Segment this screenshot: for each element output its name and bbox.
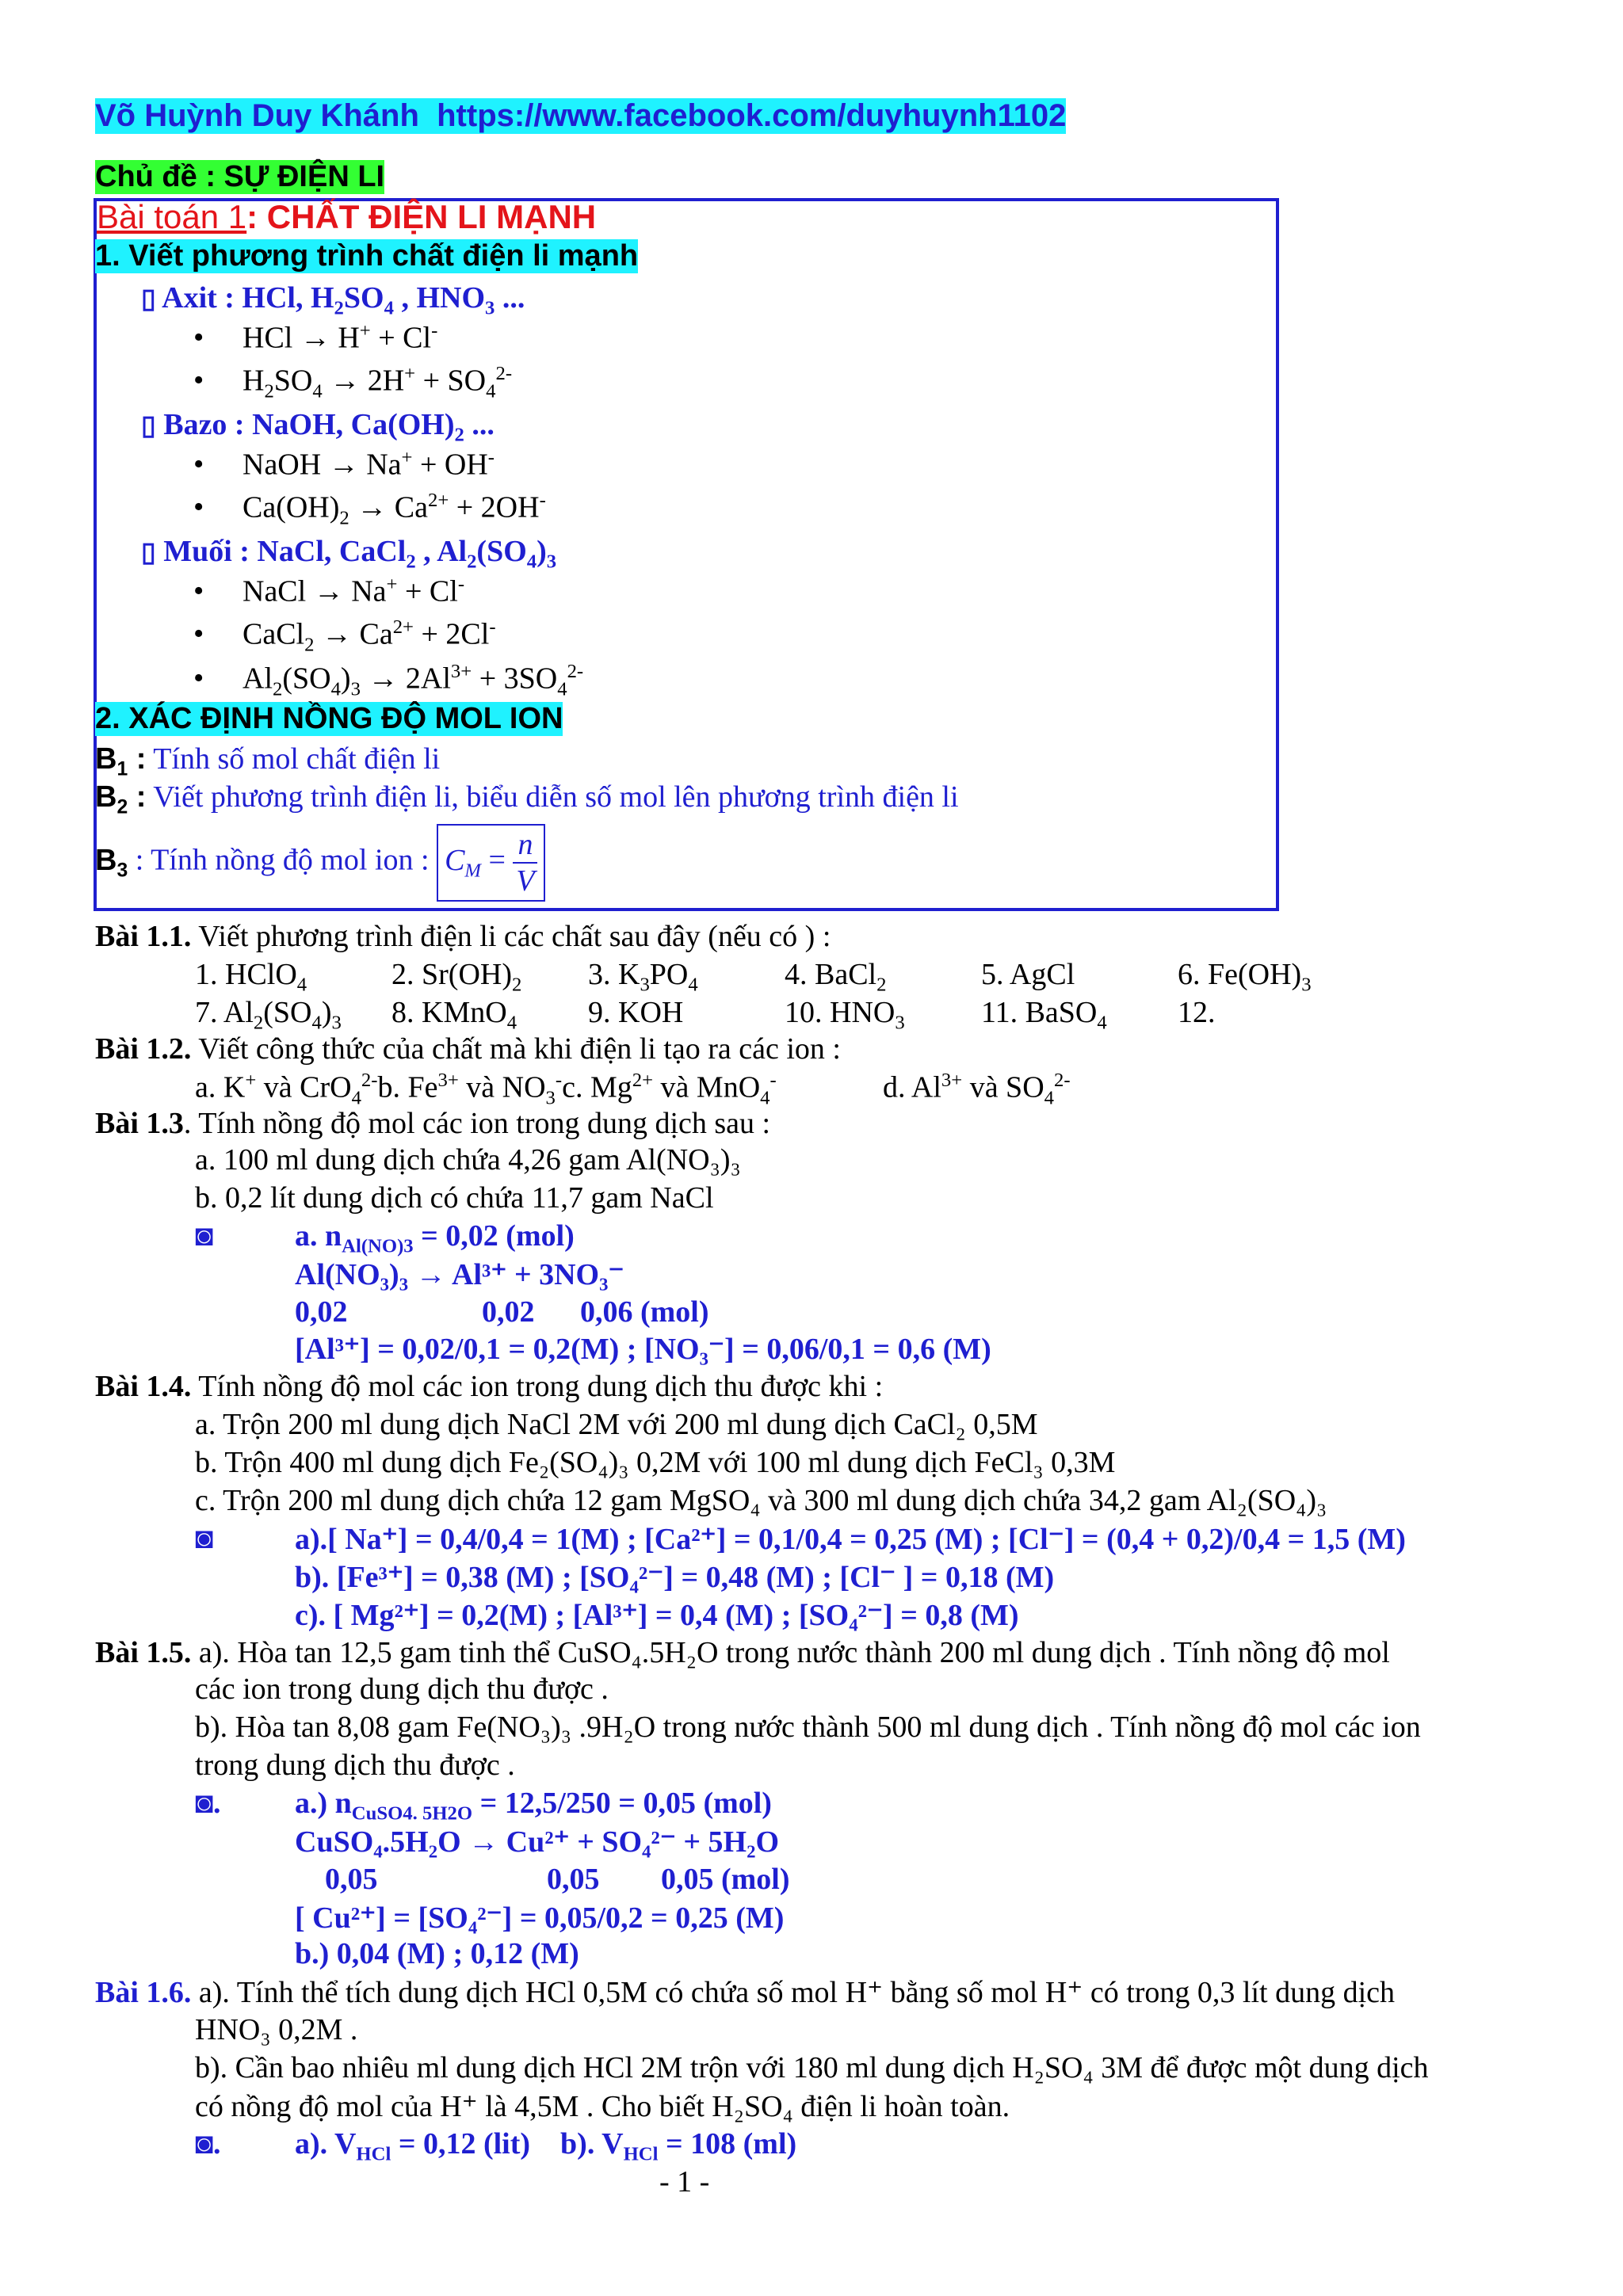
answer-1-3-line3c: 0,06 (mol) (580, 1295, 709, 1329)
answer-1-5-line4: [ Cu²⁺] = [SO₄²⁻] = 0,05/0,2 = 0,25 (M) (295, 1901, 785, 1935)
problem-heading (97, 198, 596, 236)
exercise-1-1-item: 11. BaSO$_4$ (981, 996, 1107, 1034)
exercise-1-1-item: 12. (1178, 996, 1216, 1029)
exercise-1-2-items: a. K+ và CrO$_4^{2-}$b. $Fe^{3+}$ và $NO_3^-c$. $Mg^{2+}$ và MnO$_4$- (195, 1070, 777, 1109)
problem-title: : CHẤT ĐIỆN LI MẠNH (246, 198, 597, 235)
topic-title: Chủ đề : SỰ ĐIỆN LI (95, 160, 385, 193)
equation-hcl: HCl → H+ + Cl- (242, 320, 438, 355)
answer-1-3-line1: a. $n_{Al(NO)3} = 0,02$ (mol) (295, 1219, 575, 1257)
exercise-1-1: Bài 1.1. Viết phương trình điện li các chất sau đây (nếu có ) : (95, 920, 831, 953)
exercise-1-4-c: c. Trộn 200 ml dung dịch chứa 12 gam MgSO₄ và 300 ml dung dịch chứa 34,2 gam Al₂(SO₄)₃ (195, 1484, 1327, 1517)
exercise-1-6-a-cont: HNO₃ 0,2M . (195, 2013, 358, 2046)
equation-nacl: NaCl → Na+ + Cl- (242, 574, 465, 608)
section-1-title: 1. Viết phương trình chất điện li mạnh (95, 239, 639, 273)
acid-group-title: ▯ Axit : HCl, $H_2SO_4$ , $HNO_3$ ... (141, 281, 525, 319)
answer-marker-icon: ◙. (195, 2127, 221, 2161)
exercise-1-1-item: 5. AgCl (981, 958, 1075, 991)
equation-al2so43: $Al_2(SO_4)_3 \to 2Al^{3+} + 3SO_4^{2-}$ (242, 661, 584, 700)
equation-h2so4: $H_2SO_4 \to 2H^+ + SO_4^{2-}$ (242, 363, 513, 402)
exercise-1-1-item: 1. HClO$_4$ (195, 958, 307, 996)
exercise-1-1-item: 3. $K_3PO_4$ (588, 958, 698, 996)
square-bullet-icon: ▯ (141, 411, 156, 441)
answer-1-4-a: a).[ Na⁺] = 0,4/0,4 = 1(M) ; [Ca²⁺] = 0,1/0,4 = 0,25 (M) ; [Cl⁻] = (0,4 + 0,2)/0,4 = 1,5 (M) (295, 1523, 1406, 1556)
answer-1-3-line3b: 0,02 (482, 1295, 535, 1329)
header-line (95, 98, 1066, 134)
bullet-icon: • (193, 662, 204, 695)
exercise-1-6-b-cont: có nồng độ mol của H⁺ là 4,5M . Cho biết H₂SO₄ điện li hoàn toàn. (195, 2090, 1010, 2123)
answer-marker-icon: ◙ (195, 1219, 213, 1253)
exercise-1-4-a: a. Trộn 200 ml dung dịch NaCl 2M với 200 ml dung dịch CaCl₂ 0,5M (195, 1408, 1038, 1441)
exercise-1-5-b-cont: trong dung dịch thu được . (195, 1749, 515, 1782)
page-number: - 1 - (659, 2165, 710, 2199)
answer-1-6: a). $V_{HCl} = 0,12$ (lit) b). $V_{HCl} = 108$ (ml) (295, 2127, 797, 2165)
answer-marker-icon: ◙ (195, 1522, 213, 1555)
answer-1-4-b: b). [Fe³⁺] = 0,38 (M) ; [SO₄²⁻] = 0,48 (M) ; [Cl⁻ ] = 0,18 (M) (295, 1561, 1055, 1594)
exercise-1-6: Bài 1.6. a). Tính thể tích dung dịch HCl 0,5M có chứa số mol H⁺ bằng số mol H⁺ có trong 0,3 lít dung dịch (95, 1976, 1396, 2009)
exercise-1-5-a-cont: các ion trong dung dịch thu được . (195, 1672, 609, 1706)
exercise-1-4-b: b. Trộn 400 ml dung dịch Fe₂(SO₄)₃ 0,2M với 100 ml dung dịch FeCl₃ 0,3M (195, 1446, 1116, 1479)
answer-1-3-line3a: 0,02 (295, 1295, 348, 1329)
exercise-1-1-item: 6. $Fe(OH)_3$ (1178, 958, 1312, 996)
answer-marker-icon: ◙. (195, 1787, 221, 1820)
exercise-1-1-item: 7. $Al_2(SO_4)_3$ (195, 996, 342, 1034)
exercise-1-1-item: 10. $HNO_3$ (785, 996, 905, 1034)
bullet-icon: • (193, 574, 204, 608)
answer-1-5-line5: b.) 0,04 (M) ; 0,12 (M) (295, 1937, 579, 1970)
exercise-1-3-b: b. 0,2 lít dung dịch có chứa 11,7 gam NaCl (195, 1181, 714, 1215)
answer-1-5-line1: a.) $n_{CuSO4. 5H2O} = 12,5/250 = 0,05$ (mol) (295, 1787, 772, 1825)
answer-1-5-line2: CuSO₄.5H₂O → Cu²⁺ + SO₄²⁻ + 5H₂O (295, 1825, 780, 1859)
exercise-1-3: Bài 1.3. Tính nồng độ mol các ion trong dung dịch sau : (95, 1107, 771, 1140)
exercise-1-5-b: b). Hòa tan 8,08 gam Fe(NO₃)₃ .9H₂O trong nước thành 500 ml dung dịch . Tính nồng độ mol các ion (195, 1711, 1421, 1744)
square-bullet-icon: ▯ (141, 538, 156, 567)
bullet-icon: • (193, 321, 204, 354)
answer-1-5-line3a: 0,05 (325, 1863, 378, 1896)
answer-1-5-line3c: 0,05 (mol) (661, 1863, 790, 1896)
exercise-1-1-item: 2. $Sr(OH)_2$ (391, 958, 522, 996)
problem-label: Bài toán 1 (97, 198, 247, 235)
section-2-title: 2. XÁC ĐỊNH NỒNG ĐỘ MOL ION (95, 702, 563, 735)
base-group-title: ▯ Bazo : NaOH, $Ca(OH)_2$ ... (141, 408, 495, 446)
square-bullet-icon: ▯ (141, 284, 156, 314)
exercise-1-2: Bài 1.2. Viết công thức của chất mà khi điện li tạo ra các ion : (95, 1032, 841, 1066)
answer-1-5-line3b: 0,05 (547, 1863, 600, 1896)
exercise-1-4: Bài 1.4. Tính nồng độ mol các ion trong dung dịch thu được khi : (95, 1370, 884, 1403)
exercise-1-1-item: 9. KOH (588, 996, 684, 1029)
answer-1-3-line2: Al(NO₃)₃ → Al³⁺ + 3NO₃⁻ (295, 1258, 624, 1291)
equation-naoh: NaOH → Na+ + OH- (242, 447, 495, 482)
exercise-1-5: Bài 1.5. a). Hòa tan 12,5 gam tinh thể CuSO₄.5H₂O trong nước thành 200 ml dung dịch . Tính nồng độ mol (95, 1636, 1390, 1669)
facebook-link[interactable]: https://www.facebook.com/duyhuynh1102 (437, 98, 1067, 133)
salt-group-title: ▯ Muối : NaCl, CaCl$_2$ , $Al_2(SO_4)_3$ (141, 535, 557, 573)
step-b1: $B_1$ : Tính số mol chất điện li (95, 742, 441, 780)
step-b3: $B_3$ : Tính nồng độ mol ion : $C_M$ = $\frac{n}{V}$ (95, 824, 545, 902)
author-name: Võ Huỳnh Duy Khánh (95, 98, 419, 133)
answer-1-3-line4: [Al³⁺] = 0,02/0,1 = 0,2(M) ; [NO₃⁻] = 0,06/0,1 = 0,6 (M) (295, 1333, 991, 1366)
exercise-1-1-item: 8. KMnO$_4$ (391, 996, 517, 1034)
step-b2: $B_2$ : Viết phương trình điện li, biểu diễn số mol lên phương trình điện li (95, 780, 959, 818)
equation-caoh2: $Ca(OH)_2 \to Ca^{2+} + 2OH^-$ (242, 490, 546, 529)
equation-cacl2: CaCl$_2$ → $Ca^{2+} + 2Cl^-$ (242, 616, 496, 656)
bullet-icon: • (193, 490, 204, 524)
exercise-1-2-item-d: d. $Al^{3+}$ và $SO_4^{2-}$ (883, 1070, 1071, 1109)
bullet-icon: • (193, 364, 204, 397)
concentration-formula: $C_M$ = $\frac{n}{V}$ (437, 824, 545, 902)
bullet-icon: • (193, 617, 204, 650)
exercise-1-1-item: 4. BaCl$_2$ (785, 958, 887, 996)
exercise-1-3-a: a. 100 ml dung dịch chứa 4,26 gam Al(NO₃)₃ (195, 1143, 741, 1177)
answer-1-4-c: c). [ Mg²⁺] = 0,2(M) ; [Al³⁺] = 0,4 (M) ; [SO₄²⁻] = 0,8 (M) (295, 1599, 1019, 1632)
bullet-icon: • (193, 448, 204, 481)
exercise-1-6-b: b). Cần bao nhiêu ml dung dịch HCl 2M trộn với 180 ml dung dịch H₂SO₄ 3M để được một dung dịch (195, 2051, 1429, 2084)
